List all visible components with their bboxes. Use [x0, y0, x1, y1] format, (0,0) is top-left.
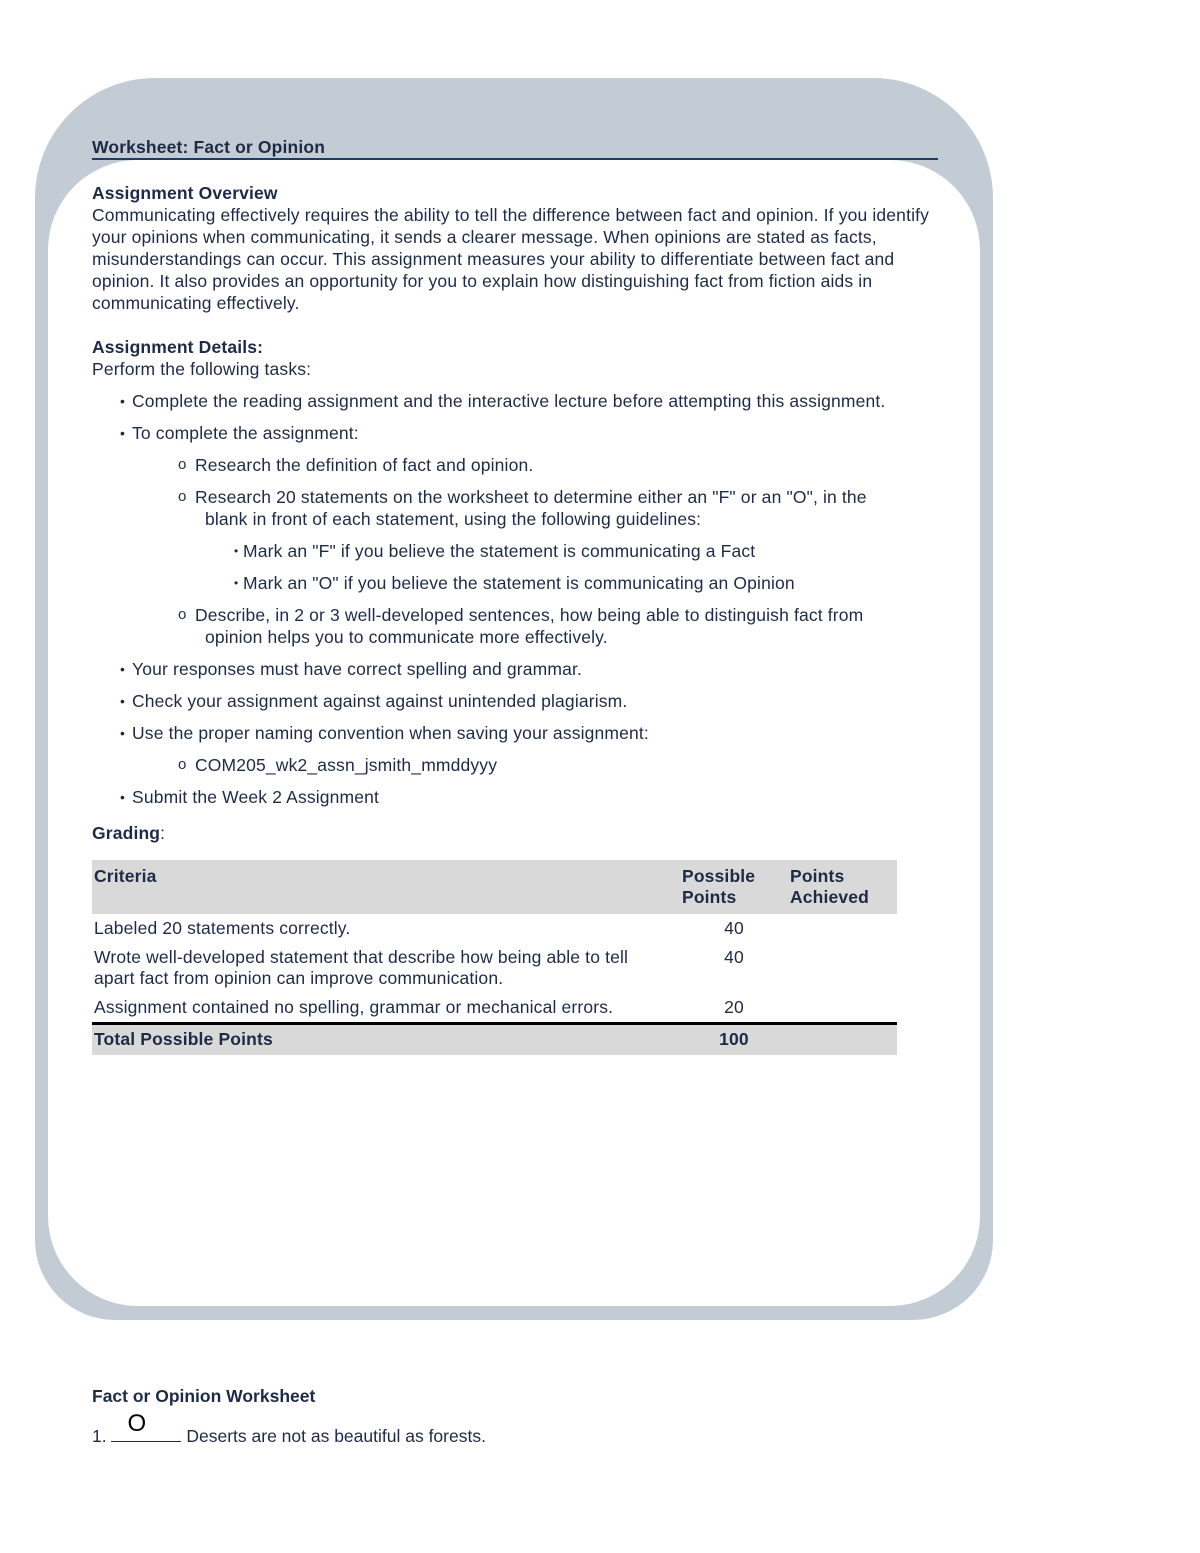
grading-table — [92, 860, 897, 1055]
grading-heading-text: Grading — [92, 823, 161, 843]
total-label: Total Possible Points — [92, 1024, 680, 1056]
details-intro: Perform the following tasks: — [92, 359, 312, 379]
row-criteria: Assignment contained no spelling, grammar or mechanical errors. — [94, 997, 614, 1017]
row-achieved — [788, 993, 897, 1024]
row-possible: 20 — [724, 997, 744, 1017]
row-possible: 40 — [724, 918, 744, 938]
task-item: • Your responses must have correct spelling and grammar. — [92, 658, 938, 680]
table-row — [92, 943, 897, 993]
subtask-line: Describe, in 2 or 3 well-developed sentences, how being able to distinguish fact from — [195, 605, 864, 625]
worksheet-section — [92, 1385, 486, 1447]
header-possible: Possible Points — [680, 860, 788, 914]
guideline-item: • Mark an "F" if you believe the statement is communicating a Fact — [92, 540, 938, 562]
item-statement: Deserts are not as beautiful as forests. — [186, 1426, 486, 1446]
subtask-line: opinion helps you to communicate more effectively. — [205, 627, 608, 647]
guideline-item: • Mark an "O" if you believe the statement is communicating an Opinion — [92, 572, 938, 594]
table-row — [92, 993, 897, 1024]
grading-heading-colon: : — [160, 823, 166, 843]
table-header-row — [92, 860, 897, 914]
worksheet-item — [92, 1410, 486, 1447]
subtask-line: Research 20 statements on the worksheet to determine either an "F" or an "O", in the — [195, 487, 867, 507]
table-row — [92, 914, 897, 943]
task-list — [92, 390, 938, 808]
subtask-item: o COM205_wk2_assn_jsmith_mmddyyy — [92, 754, 938, 776]
overview-heading: Assignment Overview — [92, 183, 278, 203]
subtask-item — [92, 604, 938, 648]
details-heading: Assignment Details: — [92, 337, 264, 357]
answer-text: O — [127, 1410, 147, 1437]
task-item: • Complete the reading assignment and the interactive lecture before attempting this assignment. — [92, 390, 938, 412]
grading-heading — [92, 822, 938, 844]
row-achieved — [788, 914, 897, 943]
assignment-content — [92, 136, 938, 1055]
overview-text: Communicating effectively requires the ability to tell the difference between fact and opinion. If you identify your opinions when communicating, it sends a clearer message. When opinions are stated as facts, misunderstandings can occur. This assignment measures your ability to differentiate between fact and opinion. It also provides an opportunity for you to explain how distinguishing fact from fiction aids in communicating effectively. — [92, 205, 930, 313]
worksheet-heading: Fact or Opinion Worksheet — [92, 1386, 316, 1406]
total-value: 100 — [680, 1024, 788, 1056]
task-item: • To complete the assignment: — [92, 422, 938, 444]
task-item: • Use the proper naming convention when saving your assignment: — [92, 722, 938, 744]
header-achieved: Points Achieved — [788, 860, 897, 914]
item-number: 1. — [92, 1426, 107, 1446]
task-item: • Submit the Week 2 Assignment — [92, 786, 938, 808]
task-item: • Check your assignment against against unintended plagiarism. — [92, 690, 938, 712]
subtask-line: blank in front of each statement, using the following guidelines: — [205, 509, 702, 529]
answer-blank[interactable] — [111, 1410, 181, 1442]
total-achieved — [788, 1024, 897, 1056]
row-criteria: Wrote well-developed statement that describe how being able to tell apart fact from opinion can improve communication. — [94, 947, 629, 988]
row-achieved — [788, 943, 897, 993]
subtask-item — [92, 486, 938, 530]
page-title: Worksheet: Fact or Opinion — [92, 136, 938, 160]
subtask-item: o Research the definition of fact and opinion. — [92, 454, 938, 476]
table-total-row — [92, 1024, 897, 1056]
row-criteria: Labeled 20 statements correctly. — [94, 918, 351, 938]
row-possible: 40 — [724, 947, 744, 967]
header-criteria: Criteria — [92, 860, 680, 914]
